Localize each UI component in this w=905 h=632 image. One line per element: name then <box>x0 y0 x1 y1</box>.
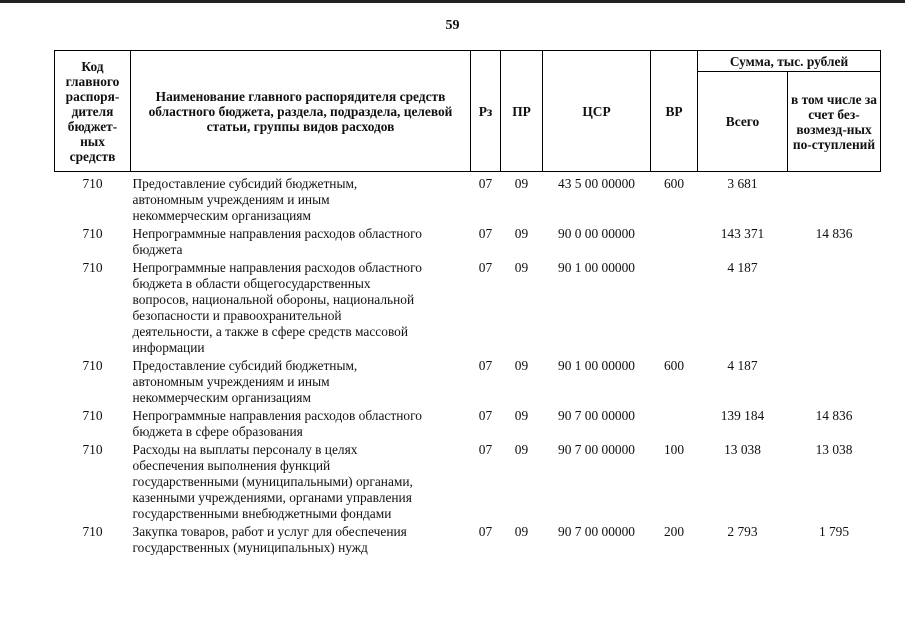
cell-name-line: Расходы на выплаты персоналу в целях <box>132 442 358 457</box>
cell-vr: 200 <box>663 524 685 539</box>
cell-total: 2 793 <box>727 524 758 539</box>
header-sum: Сумма, тыс. рублей <box>698 51 881 72</box>
cell-csr: 90 7 00 00000 <box>558 524 635 539</box>
cell-pr: 09 <box>514 260 529 275</box>
cell-total: 13 038 <box>724 442 761 457</box>
table-row <box>55 226 881 260</box>
cell-name-line: автономным учреждениям и иным <box>132 192 330 207</box>
header-code: Код главного распоря-дителя бюджет-ных средств <box>55 51 131 172</box>
page-top-rule <box>0 0 905 3</box>
cell-csr: 90 1 00 00000 <box>558 358 635 373</box>
cell-code: 710 <box>82 442 103 457</box>
budget-table-body <box>55 172 881 559</box>
cell-total: 4 187 <box>727 260 758 275</box>
cell-total: 4 187 <box>727 358 758 373</box>
cell-code: 710 <box>82 226 103 241</box>
cell-name-line: автономным учреждениям и иным <box>132 374 330 389</box>
cell-vr: 100 <box>663 442 685 457</box>
cell-name-line: Закупка товаров, работ и услуг для обеспечения <box>132 524 407 539</box>
cell-name-line: информации <box>132 340 205 355</box>
header-csr: ЦСР <box>543 51 651 172</box>
cell-name-line: бюджета в области общегосударственных <box>132 276 371 291</box>
cell-name-line: безопасности и правоохранительной <box>132 308 342 323</box>
cell-csr: 90 1 00 00000 <box>558 260 635 275</box>
cell-pr: 09 <box>514 226 529 241</box>
cell-name-line: Непрограммные направления расходов областного <box>132 260 422 275</box>
cell-rz: 07 <box>478 442 493 457</box>
cell-csr: 90 7 00 00000 <box>558 442 635 457</box>
cell-name-line: обеспечения выполнения функций <box>132 458 331 473</box>
cell-vr: 600 <box>663 358 685 373</box>
table-row <box>55 260 881 358</box>
cell-name <box>131 358 471 408</box>
cell-csr: 90 7 00 00000 <box>558 408 635 423</box>
cell-grant: 1 795 <box>818 524 850 539</box>
cell-name-line: Непрограммные направления расходов областного <box>132 408 422 423</box>
header-pr: ПР <box>501 51 543 172</box>
cell-name <box>131 226 471 260</box>
cell-vr <box>651 260 698 358</box>
cell-rz: 07 <box>478 176 493 191</box>
cell-name-line: некоммерческим организациям <box>132 390 311 405</box>
header-vr: ВР <box>651 51 698 172</box>
cell-name-line: государственными (муниципальными) органами, <box>132 474 413 489</box>
cell-pr: 09 <box>514 176 529 191</box>
header-name: Наименование главного распорядителя средств областного бюджета, раздела, подраздела, целевой статьи, группы видов расходов <box>131 51 471 172</box>
cell-name-line: вопросов, национальной обороны, национальной <box>132 292 415 307</box>
header-row-1 <box>55 51 881 72</box>
cell-name <box>131 260 471 358</box>
table-row <box>55 408 881 442</box>
cell-csr: 90 0 00 00000 <box>558 226 635 241</box>
cell-code: 710 <box>82 524 103 539</box>
cell-total: 139 184 <box>720 408 765 423</box>
page-number: 59 <box>445 18 460 33</box>
cell-name <box>131 442 471 524</box>
header-rz: Рз <box>471 51 501 172</box>
cell-pr: 09 <box>514 524 529 539</box>
cell-name-line: Предоставление субсидий бюджетным, <box>132 176 358 191</box>
cell-grant: 13 038 <box>815 442 853 457</box>
cell-rz: 07 <box>478 358 493 373</box>
cell-name-line: государственных (муниципальных) нужд <box>132 540 368 555</box>
cell-name-line: бюджета в сфере образования <box>132 424 303 439</box>
cell-grant <box>788 260 881 358</box>
cell-rz: 07 <box>478 226 493 241</box>
cell-code: 710 <box>82 176 103 191</box>
cell-vr <box>651 226 698 260</box>
cell-grant <box>788 358 881 408</box>
cell-name-line: некоммерческим организациям <box>132 208 311 223</box>
cell-code: 710 <box>82 358 103 373</box>
cell-vr <box>651 408 698 442</box>
cell-rz: 07 <box>478 524 493 539</box>
cell-vr: 600 <box>663 176 685 191</box>
table-row <box>55 358 881 408</box>
budget-table <box>54 50 881 558</box>
cell-rz: 07 <box>478 408 493 423</box>
cell-csr: 43 5 00 00000 <box>558 176 635 191</box>
cell-name <box>131 524 471 558</box>
cell-pr: 09 <box>514 408 529 423</box>
cell-rz: 07 <box>478 260 493 275</box>
cell-code: 710 <box>82 260 103 275</box>
cell-name-line: деятельности, а также в сфере средств массовой <box>132 324 409 339</box>
header-grant: в том числе за счет без-возмезд-ных по-ступлений <box>788 72 881 172</box>
cell-name <box>131 408 471 442</box>
cell-code: 710 <box>82 408 103 423</box>
cell-name <box>131 172 471 227</box>
cell-name-line: Непрограммные направления расходов областного <box>132 226 422 241</box>
cell-grant <box>788 172 881 227</box>
cell-total: 3 681 <box>727 176 758 191</box>
table-row <box>55 442 881 524</box>
cell-name-line: бюджета <box>132 242 183 257</box>
table-row <box>55 524 881 558</box>
cell-grant: 14 836 <box>815 226 853 241</box>
header-total: Всего <box>698 72 788 172</box>
cell-grant: 14 836 <box>815 408 853 423</box>
cell-name-line: Предоставление субсидий бюджетным, <box>132 358 358 373</box>
cell-total: 143 371 <box>720 226 765 241</box>
cell-name-line: государственными внебюджетными фондами <box>132 506 392 521</box>
cell-pr: 09 <box>514 358 529 373</box>
cell-pr: 09 <box>514 442 529 457</box>
cell-name-line: казенными учреждениями, органами управления <box>132 490 412 505</box>
table-row <box>55 172 881 227</box>
